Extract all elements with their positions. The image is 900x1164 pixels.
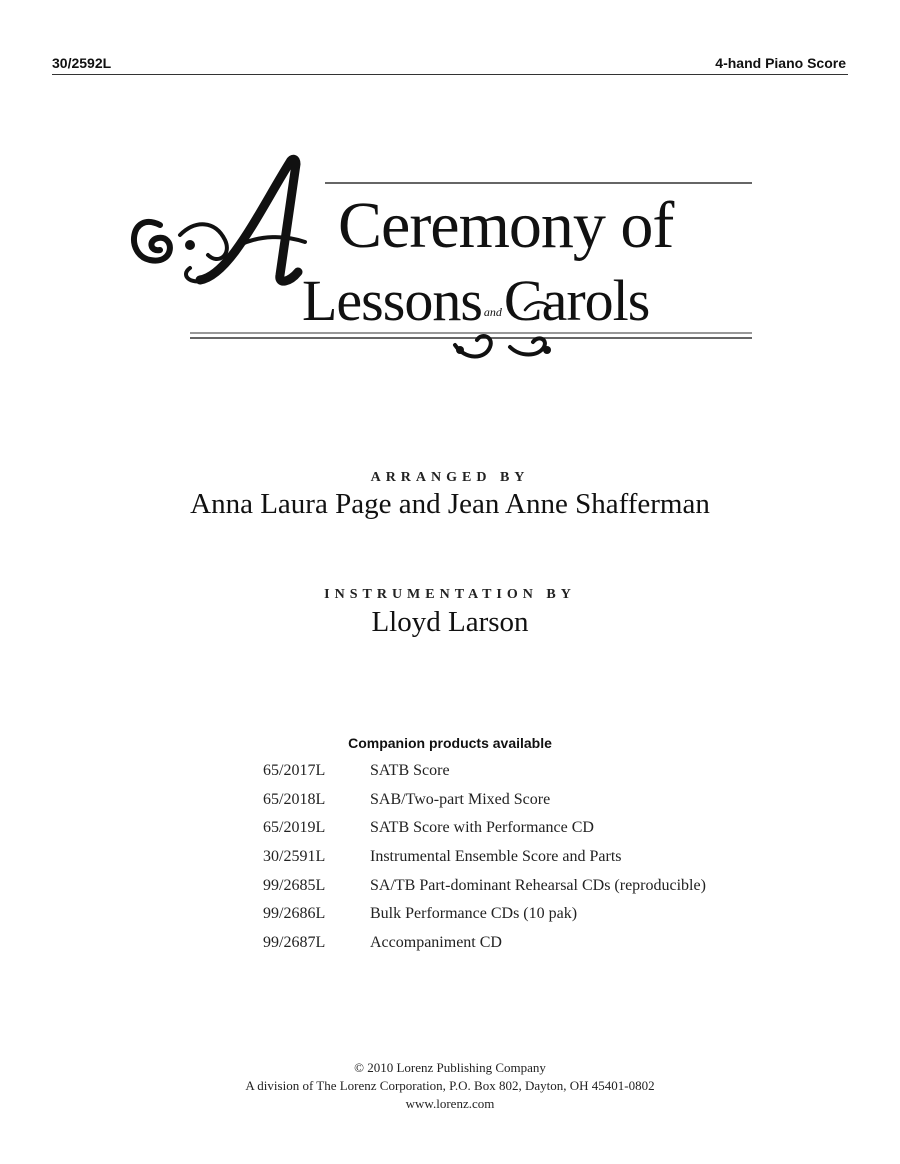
product-code: 65/2019L (263, 819, 326, 837)
list-item (263, 762, 783, 791)
copyright-line: © 2010 Lorenz Publishing Company (354, 1060, 546, 1075)
companion-products-heading: Companion products available (348, 735, 552, 751)
product-description: Accompaniment CD (370, 934, 502, 952)
list-item (263, 819, 783, 848)
title-line-1: Ceremony of (338, 189, 674, 262)
title-word-and: and (483, 305, 502, 319)
companion-product-list (263, 762, 783, 963)
catalog-number: 30/2592L (52, 55, 112, 71)
product-description: Bulk Performance CDs (10 pak) (370, 905, 578, 923)
product-code: 99/2685L (263, 876, 326, 894)
publisher-website: www.lorenz.com (405, 1096, 495, 1111)
instrumentation-name: Lloyd Larson (371, 606, 529, 638)
title-word-lessons: Lessons (302, 268, 482, 333)
product-description: Instrumental Ensemble Score and Parts (370, 848, 622, 866)
instrumentation-by-label: INSTRUMENTATION BY (324, 587, 576, 602)
arranged-by-label: ARRANGED BY (370, 470, 530, 485)
left-swirl-icon (134, 222, 170, 261)
title-line-2 (302, 266, 649, 347)
product-description: SAB/Two-part Mixed Score (370, 790, 551, 808)
header-divider (52, 74, 848, 75)
arrangers-names: Anna Laura Page and Jean Anne Shafferman (190, 488, 710, 520)
list-item (263, 934, 783, 963)
product-description: SA/TB Part-dominant Rehearsal CDs (reproducible) (370, 876, 706, 894)
script-initial-a-icon (200, 159, 298, 281)
product-code: 65/2017L (263, 762, 326, 779)
product-code: 99/2686L (263, 905, 326, 923)
publisher-address: A division of The Lorenz Corporation, P.O. Box 802, Dayton, OH 45401-0802 (245, 1078, 655, 1093)
edition-label: 4-hand Piano Score (715, 55, 846, 71)
list-item (263, 905, 783, 934)
title-word-carols-rest: arols (541, 268, 650, 333)
list-item (263, 848, 783, 877)
product-code: 99/2687L (263, 934, 326, 952)
list-item (263, 791, 783, 820)
list-item (263, 877, 783, 906)
product-description: SATB Score (370, 762, 450, 779)
product-code: 30/2591L (263, 848, 326, 866)
title-initial-c: C (503, 268, 542, 333)
product-description: SATB Score with Performance CD (370, 819, 594, 837)
product-code: 65/2018L (263, 790, 326, 808)
